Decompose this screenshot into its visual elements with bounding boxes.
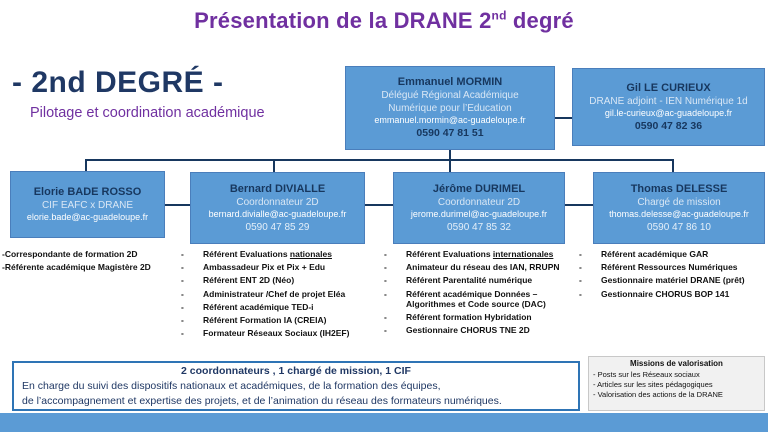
list-item-dash: - [181,249,184,259]
list-item-dash: - [384,275,387,286]
roles-list-jerome [384,249,584,338]
org-box-elorie-bade-rosso [10,171,165,238]
list-item-text: Référent formation Hybridation [406,311,532,322]
list-item [384,262,584,272]
list-item [2,249,178,259]
list-item-text: Référent académique GAR [601,249,709,259]
list-item-dash: - [181,328,184,339]
list-item-text: Référent académique TED-i [203,301,314,312]
person-role: Chargé de mission [637,197,721,209]
list-item-dash: - [579,249,582,259]
list-item-text: Animateur du réseau des IAN, RRUPN [406,262,560,273]
list-item [181,275,382,285]
person-role: Coordonnateur 2D [437,197,521,209]
person-role: DRANE adjoint - IEN Numérique 1d [589,95,748,107]
list-item [593,380,764,390]
person-role: Coordonnateur 2D [236,197,319,209]
org-box-thomas-delesse [593,172,765,244]
roles-list-bernard [181,249,382,341]
missions-list [589,370,764,400]
org-box-emmanuel-mormin [345,66,555,150]
connector-stub-thomas [672,159,674,173]
person-email: emmanuel.mormin@ac-guadeloupe.fr [374,115,526,126]
list-item-text: -Référente académique Magistère 2D [2,262,151,273]
list-item-text: Référent Ressources Numériques [601,262,738,273]
bottom-accent-bar [0,413,768,432]
connector-jerome-thomas [565,204,593,206]
list-item-dash: - [181,301,184,312]
list-item [181,328,382,338]
list-item [181,302,382,312]
person-name: Thomas DELESSE [630,183,728,195]
list-item-text: Administrateur /Chef de projet Eléa [203,288,346,299]
person-phone: 0590 47 85 29 [245,221,310,233]
team-summary-headline: 2 coordonnateurs , 1 chargé de mission, 1 CIF [181,365,411,377]
list-item-text: Référent Evaluations nationales [203,249,332,259]
list-item [181,249,382,259]
list-item-text: Référent Evaluations internationales [406,249,554,259]
connector-rail [85,159,674,161]
team-summary-box [12,361,580,411]
list-item-dash: - [384,288,387,299]
slide-title [0,8,768,34]
slide-title-superscript: nd [491,8,507,23]
list-item-text: Référent académique Données – Algorithmes et Code source (DAC) [406,288,546,309]
list-item [181,315,382,325]
person-name: Bernard DIVIALLE [229,183,326,195]
connector-vertical-main [449,150,451,173]
section-subheading: Pilotage et coordination académique [30,105,265,121]
list-item-dash: - [579,275,582,286]
roles-list-thomas [579,249,767,302]
list-item [579,262,767,272]
missions-title: Missions de valorisation [630,359,723,368]
connector-elorie-bernard [165,204,190,206]
person-email: gil.le-curieux@ac-guadeloupe.fr [604,107,733,118]
list-item [384,249,584,259]
slide-title-text: Présentation de la DRANE 2 [194,8,492,33]
person-name: Gil LE CURIEUX [626,81,711,94]
person-phone: 0590 47 82 36 [634,119,703,132]
team-summary-line2: de l’accompagnement et expertise des projets, et de l’animation du réseau des formateurs numériques. [22,395,502,408]
list-item-text: Référent Formation IA (CREIA) [203,315,327,326]
list-item-text: Gestionnaire matériel DRANE (prêt) [601,275,745,286]
org-box-jerome-durimel [393,172,565,244]
list-item [579,275,767,285]
slide-title-suffix: degré [506,8,574,33]
list-item-dash: - [579,262,582,273]
person-email: jerome.durimel@ac-guadeloupe.fr [410,209,548,220]
person-phone: 0590 47 85 32 [447,221,511,233]
missions-valorisation-box [588,356,765,411]
person-name: Jérôme DURIMEL [432,183,526,195]
list-item-text: Référent Parentalité numérique [406,275,533,286]
list-item-dash: - [384,249,387,259]
person-name: Elorie BADE ROSSO [33,186,142,198]
person-phone: 0590 47 86 10 [647,221,711,233]
list-item-dash: - [181,315,184,326]
section-heading: - 2nd DEGRÉ - [12,66,224,99]
list-item-text: - Valorisation des actions de la DRANE [593,390,723,400]
list-item-dash: - [384,325,387,336]
person-email: thomas.delesse@ac-guadeloupe.fr [609,209,749,220]
list-item-text: -Correspondante de formation 2D [2,249,138,259]
list-item [181,262,382,272]
org-box-gil-le-curieux [572,68,765,146]
person-role: Numérique pour l’Education [388,103,512,115]
list-item-dash: - [384,262,387,273]
person-email: elorie.bade@ac-guadeloupe.fr [26,212,149,223]
connector-bernard-jerome [365,204,393,206]
list-item [2,262,178,272]
list-item-text: Gestionnaire CHORUS TNE 2D [406,325,530,336]
list-item-dash: - [384,311,387,322]
person-email: bernard.divialle@ac-guadeloupe.fr [208,209,347,220]
list-item [593,370,764,380]
list-item [181,289,382,299]
list-item [593,390,764,400]
list-item-dash: - [181,275,184,286]
person-role: CIF EAFC x DRANE [41,200,134,212]
list-item-dash: - [579,288,582,299]
list-item [384,289,584,309]
connector-stub-bernard [273,159,275,173]
org-box-bernard-divialle [190,172,365,244]
list-item-text: Formateur Réseaux Sociaux (IH2EF) [203,328,350,339]
connector-emmanuel-gil [555,117,572,119]
list-item-text: - Articles sur les sites pédagogiques [593,379,713,389]
list-item-dash: - [181,288,184,299]
list-item-text: Gestionnaire CHORUS BOP 141 [601,288,730,299]
list-item-text: Ambassadeur Pix et Pix + Edu [203,262,326,273]
list-item [579,249,767,259]
list-item-text: Référent ENT 2D (Néo) [203,275,295,286]
list-item-dash: - [181,262,184,273]
person-phone: 0590 47 81 51 [416,127,484,140]
team-summary-line1: En charge du suivi des dispositifs nationaux et académiques, de la formation des équipes, [22,380,441,393]
roles-list-elorie [2,249,178,275]
list-item [384,312,584,322]
person-name: Emmanuel MORMIN [397,76,503,89]
list-item [579,289,767,299]
person-role: Délégué Régional Académique [381,90,519,102]
list-item [384,275,584,285]
list-item [384,325,584,335]
list-item-text: - Posts sur les Réseaux sociaux [593,369,700,379]
